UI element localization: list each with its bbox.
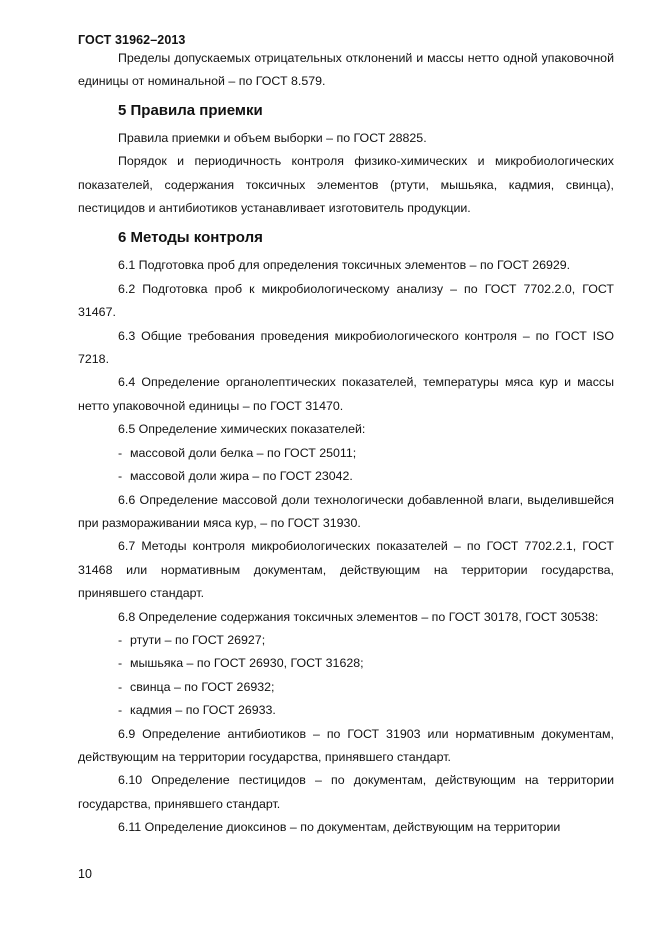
list-item-text: мышьяка – по ГОСТ 26930, ГОСТ 31628; bbox=[130, 656, 364, 671]
list-item bbox=[78, 699, 614, 722]
list-marker: - bbox=[118, 679, 123, 694]
list-item-text: ртути – по ГОСТ 26927; bbox=[130, 632, 266, 647]
document-header: ГОСТ 31962–2013 bbox=[78, 33, 186, 47]
list-item-text: свинца – по ГОСТ 26932; bbox=[130, 679, 275, 694]
section-heading-6: 6 Методы контроля bbox=[118, 229, 263, 247]
list-item-text: кадмия – по ГОСТ 26933. bbox=[130, 703, 276, 718]
paragraph-tolerance: Пределы допускаемых отрицательных отклонений и массы нетто одной упаковочной единицы от номинальной – по ГОСТ 8.579. bbox=[78, 51, 614, 89]
list-marker: - bbox=[118, 703, 123, 718]
paragraph-6-4: 6.4 Определение органолептических показателей, температуры мяса кур и массы нетто упаковочной единицы – по ГОСТ 31470. bbox=[78, 375, 614, 413]
list-item bbox=[78, 442, 614, 465]
page-number: 10 bbox=[78, 867, 92, 881]
list-item bbox=[78, 676, 614, 699]
list-item bbox=[78, 652, 614, 675]
paragraph-6-5: 6.5 Определение химических показателей: bbox=[118, 422, 366, 437]
list-item bbox=[78, 465, 614, 488]
paragraph-6-10: 6.10 Определение пестицидов – по документам, действующим на территории государства, принявшего стандарт. bbox=[78, 773, 614, 811]
list-item bbox=[78, 629, 614, 652]
paragraph-acceptance-rules: Правила приемки и объем выборки – по ГОСТ 28825. bbox=[118, 130, 427, 145]
paragraph-6-1: 6.1 Подготовка проб для определения токсичных элементов – по ГОСТ 26929. bbox=[118, 258, 571, 273]
paragraph-6-8: 6.8 Определение содержания токсичных элементов – по ГОСТ 30178, ГОСТ 30538: bbox=[118, 609, 599, 624]
document-body bbox=[78, 47, 614, 840]
paragraph-6-9: 6.9 Определение антибиотиков – по ГОСТ 31903 или нормативным документам, действующим на территории государства, принявшего стандарт. bbox=[78, 726, 614, 764]
paragraph-6-2: 6.2 Подготовка проб к микробиологическому анализу – по ГОСТ 7702.2.0, ГОСТ 31467. bbox=[78, 281, 614, 320]
list-marker: - bbox=[118, 632, 123, 647]
paragraph-6-3: 6.3 Общие требования проведения микробиологического контроля – по ГОСТ ISO 7218. bbox=[78, 328, 614, 367]
paragraph-6-6: 6.6 Определение массовой доли технологически добавленной влаги, выделившейся при размораживании мяса кур, – по ГОСТ 31930. bbox=[78, 492, 614, 530]
list-marker: - bbox=[118, 656, 123, 671]
paragraph-6-7: 6.7 Методы контроля микробиологических показателей – по ГОСТ 7702.2.1, ГОСТ 31468 или нормативным документам, действующим на территории государства, принявшего стандарт. bbox=[78, 539, 614, 601]
section-heading-5: 5 Правила приемки bbox=[118, 101, 263, 119]
paragraph-control-order: Порядок и периодичность контроля физико-химических и микробиологических показателей, содержания токсичных элементов (ртути, мышьяка, кадмия, свинца), пестицидов и антибиотиков устанавливает изготовитель продукции. bbox=[78, 154, 614, 216]
list-item-text: массовой доли жира – по ГОСТ 23042. bbox=[130, 469, 353, 484]
list-marker: - bbox=[118, 469, 123, 484]
list-marker: - bbox=[118, 445, 123, 460]
list-item-text: массовой доли белка – по ГОСТ 25011; bbox=[130, 445, 357, 460]
paragraph-6-11: 6.11 Определение диоксинов – по документам, действующим на территории bbox=[118, 820, 561, 835]
